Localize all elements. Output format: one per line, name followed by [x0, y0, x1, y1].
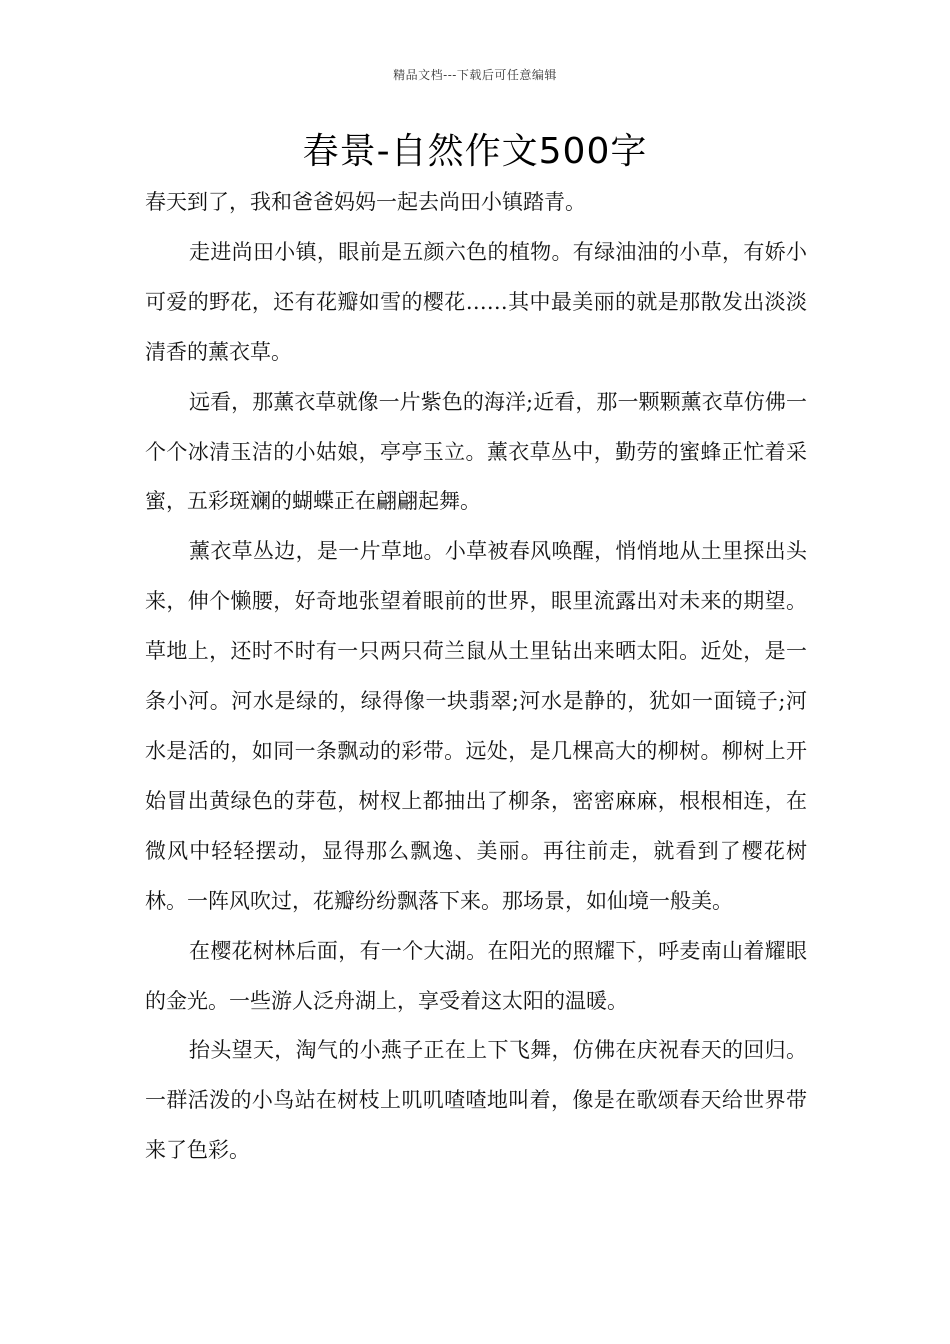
header-note: 精品文档---下载后可任意编辑	[393, 68, 557, 82]
paragraph: 远看，那薰衣草就像一片紫色的海洋;近看，那一颗颗薰衣草仿佛一个个冰清玉洁的小姑娘，亭亭玉立。薰衣草丛中，勤劳的蜜蜂正忙着采蜜，五彩斑斓的蝴蝶正在翩翩起舞。	[145, 389, 807, 514]
paragraph-intro: 春天到了，我和爸爸妈妈一起去尚田小镇踏青。	[145, 190, 586, 214]
paragraph: 走进尚田小镇，眼前是五颜六色的植物。有绿油油的小草，有娇小可爱的野花，还有花瓣如雪的樱花……其中最美丽的就是那散发出淡淡清香的薰衣草。	[145, 239, 807, 364]
paragraph: 薰衣草丛边，是一片草地。小草被春风唤醒，悄悄地从土里探出头来，伸个懒腰，好奇地张望着眼前的世界，眼里流露出对未来的期望。草地上，还时不时有一只两只荷兰鼠从土里钻出来晒太阳。近处，是一条小河。河水是绿的，绿得像一块翡翠;河水是静的，犹如一面镜子;河水是活的，如同一条飘动的彩带。远处，是几棵高大的柳树。柳树上开始冒出黄绿色的芽苞，树杈上都抽出了柳条，密密麻麻，根根相连，在微风中轻轻摆动，显得那么飘逸、美丽。再往前走，就看到了樱花树林。一阵风吹过，花瓣纷纷飘落下来。那场景，如仙境一般美。	[145, 539, 807, 913]
essay-body	[145, 178, 807, 1176]
document-title: 春景-自然作文500字	[302, 131, 648, 172]
paragraph: 抬头望天，淘气的小燕子正在上下飞舞，仿佛在庆祝春天的回归。一群活泼的小鸟站在树枝上叽叽喳喳地叫着，像是在歌颂春天给世界带来了色彩。	[145, 1038, 807, 1163]
paragraph: 在樱花树林后面，有一个大湖。在阳光的照耀下，呼麦南山着耀眼的金光。一些游人泛舟湖上，享受着这太阳的温暖。	[145, 938, 807, 1013]
